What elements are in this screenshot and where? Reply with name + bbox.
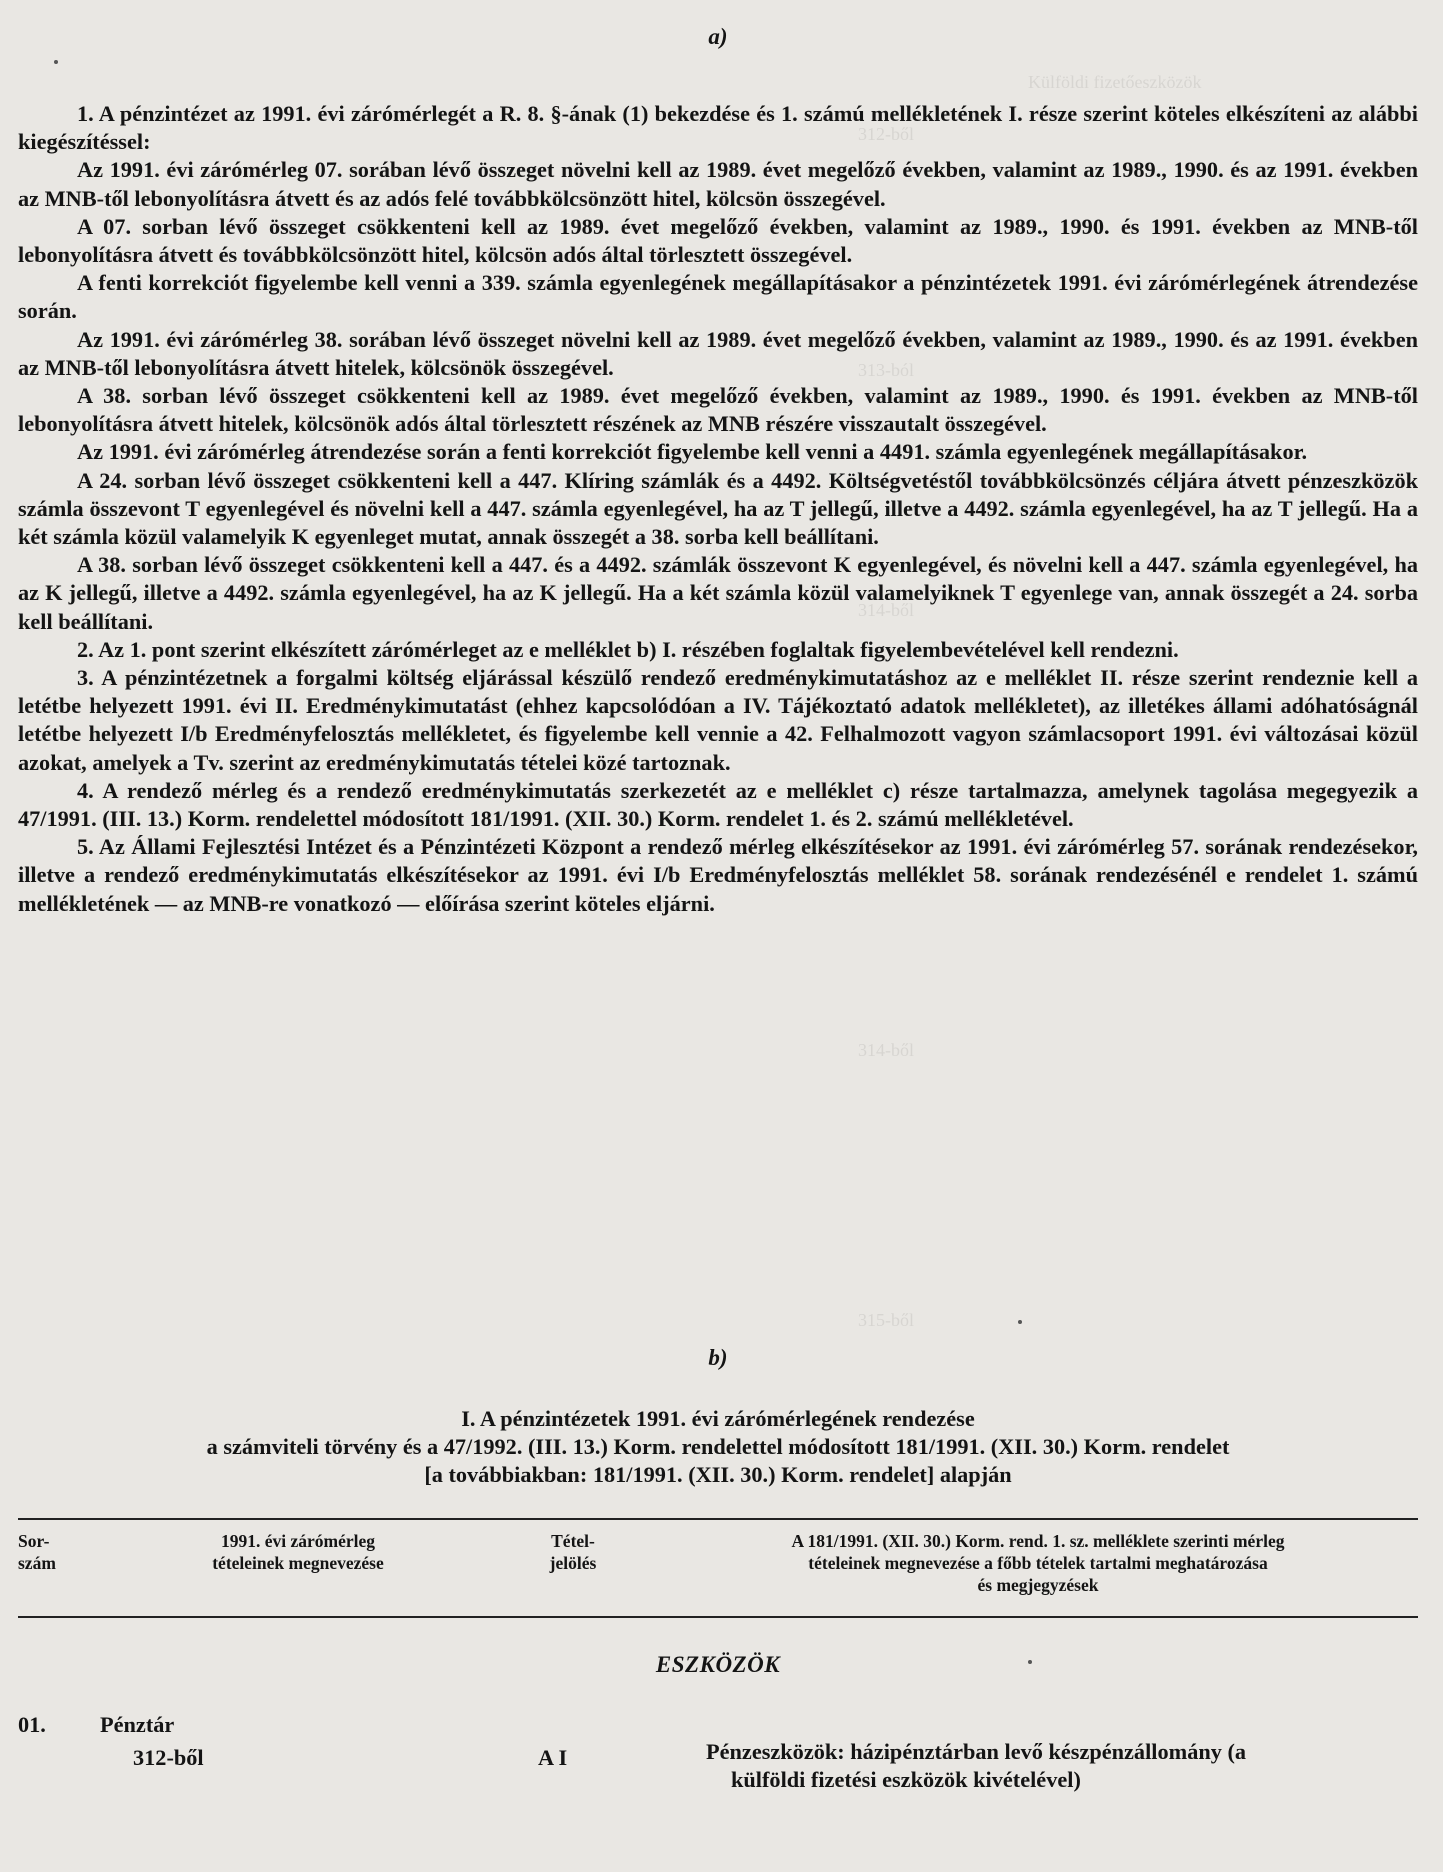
paragraph: 1. A pénzintézet az 1991. évi zárómérlegét a R. 8. §-ának (1) bekezdése és 1. számú mellékletének I. része szerint köteles elkészíteni az alábbi kiegészítéssel:	[18, 101, 1418, 155]
row-description	[706, 1738, 1418, 1794]
paragraph: 3. A pénzintézetnek a forgalmi költség eljárással készülő rendező eredménykimutatáshoz az e melléklet II. része szerint rendeznie kell a letétbe helyezett 1991. évi II. Eredménykimutatást (ehhez kapcsolódóan a IV. Tájékoztató adatok mellékletet), az illetékes állami adóhatóságnál letétbe helyezett I/b Eredményfelosztás mellékletet, és figyelembe kell vennie a 42. Felhalmozott vagyon számlacsoport 1991. évi változásai közül azokat, amelyek a Tv. szerint az eredménykimutatás tételei közé tartoznak.	[18, 665, 1418, 775]
paragraph: Az 1991. évi zárómérleg 07. sorában lévő összeget növelni kell az 1989. évet megelőző években, valamint az 1989., 1990. és az 1991. években az MNB-től lebonyolításra átvett és az adós felé továbbkölcsönzött hitel, kölcsön összegével.	[18, 157, 1418, 211]
header-text: Sor-	[18, 1531, 50, 1551]
paragraph: 4. A rendező mérleg és a rendező eredménykimutatás szerkezetét az e melléklet c) része tartalmazza, amelynek tagolása megegyezik a 47/1991. (III. 13.) Korm. rendelettel módosított 181/1991. (XII. 30.) Korm. rendelet 1. és 2. számú mellékletével.	[18, 777, 1418, 832]
show-through-text: 314-ből	[858, 1040, 914, 1060]
row-code: A I	[538, 1745, 568, 1770]
show-through-text: 312-ből	[858, 124, 914, 144]
paragraph: Az 1991. évi zárómérleg 38. sorában lévő összeget növelni kell az 1989. évet megelőző években, valamint az 1989., 1990. és az 1991. években az MNB-től lebonyolításra átvett hitelek, kölcsönök összegével.	[18, 326, 1418, 380]
row-name: Pénztár	[100, 1712, 175, 1737]
paragraph: A fenti korrekciót figyelembe kell venni a 339. számla egyenlegének megállapításakor a pénzintézetek 1991. évi zárómérlegének átrendezése során.	[18, 270, 1418, 324]
paragraph: A 38. sorban lévő összeget csökkenteni kell a 447. és a 4492. számlák összevont K egyenlegével, és növelni kell a 447. számla egyenlegével, ha az K jellegű, illetve a 4492. számla egyenlegével, ha az K jellegű. Ha a két számla közül valamelyiknek T egyenlege van, annak összegét a 24. sorba kell beállítani.	[18, 552, 1418, 634]
header-text: jelölés	[549, 1553, 597, 1573]
row-number: 01.	[18, 1712, 46, 1737]
paragraph: Az 1991. évi zárómérleg átrendezése során a fenti korrekciót figyelembe kell venni a 4491. számla egyenlegének megállapításakor.	[77, 439, 1308, 465]
section-a-label: a)	[708, 24, 728, 49]
header-description	[658, 1530, 1418, 1596]
section-b-title	[18, 1405, 1418, 1490]
section-b-label: b)	[708, 1345, 728, 1370]
header-text: tételeinek megnevezése a főbb tételek tartalmi meghatározása	[808, 1553, 1268, 1573]
show-through-text: 314-ből	[858, 600, 914, 620]
header-text: Tétel-	[551, 1531, 595, 1551]
paragraph: 2. Az 1. pont szerint elkészített zárómérleget az e melléklet b) I. részében foglaltak figyelembevételével kell rendezni.	[77, 636, 1179, 662]
header-text: és megjegyzések	[977, 1575, 1099, 1595]
section-a-body	[18, 100, 1418, 918]
title-line: [a továbbiakban: 181/1991. (XII. 30.) Korm. rendelet] alapján	[424, 1462, 1012, 1488]
paragraph: A 38. sorban lévő összeget csökkenteni kell az 1989. évet megelőző években, valamint az 1989., 1990. és 1991. években az MNB-től lebonyolításra átvett hitelek, kölcsönök adós által törlesztett részének az MNB részére visszautalt összegével.	[18, 383, 1418, 437]
paragraph: 5. Az Állami Fejlesztési Intézet és a Pénzintézeti Központ a rendező mérleg elkészítésekor az 1991. évi zárómérleg 57. sorának rendezésekor, illetve a rendező eredménykimutatás elkészítésekor az 1991. évi I/b Eredményfelosztás melléklet 58. sorának rendezésénél e rendelet 1. számú mellékletének — az MNB-re vonatkozó — előírása szerint köteles eljárni.	[18, 834, 1418, 916]
document-page	[18, 0, 1418, 1872]
assets-heading: ESZKÖZÖK	[655, 1652, 781, 1677]
show-through-text: 315-ből	[858, 1310, 914, 1330]
header-text: szám	[18, 1553, 56, 1573]
speck	[1018, 1320, 1022, 1324]
title-line: a számviteli törvény és a 47/1992. (III. 13.) Korm. rendelettel módosított 181/1991. (XII. 30.) Korm. rendelet	[206, 1434, 1230, 1460]
table-header-rule	[18, 1616, 1418, 1618]
description-line: Pénzeszközök: házipénztárban levő készpénzállomány (a	[706, 1739, 1247, 1764]
speck	[54, 60, 58, 64]
header-text: 1991. évi zárómérleg	[220, 1531, 376, 1551]
paragraph: A 24. sorban lévő összeget csökkenteni kell a 447. Klíring számlák és a 4492. Költségvetéstől továbbkölcsönzés céljára átvett pénzeszközök számla összevont T egyenlegével és növelni kell a 447. számla egyenlegével, ha az T jellegű, illetve a 4492. számla egyenlegével, ha az T jellegű. Ha a két számla közül valamelyik K egyenleget mutat, annak összegét a 38. sorba kell beállítani.	[18, 467, 1418, 550]
title-line: I. A pénzintézetek 1991. évi zárómérlegének rendezése	[461, 1406, 975, 1431]
header-row-number	[18, 1530, 56, 1574]
header-item-name	[183, 1530, 413, 1574]
header-text: A 181/1991. (XII. 30.) Korm. rend. 1. sz. melléklete szerinti mérleg	[791, 1531, 1285, 1551]
show-through-text: 313-ból	[858, 360, 914, 380]
description-line: külföldi fizetési eszközök kivételével)	[731, 1767, 1081, 1793]
header-text: tételeinek megnevezése	[212, 1553, 384, 1573]
header-item-code	[533, 1530, 613, 1574]
show-through-text: Külföldi fizetőeszközök	[1028, 72, 1202, 92]
row-account: 312-ből	[133, 1745, 204, 1770]
paragraph: A 07. sorban lévő összeget csökkenteni kell az 1989. évet megelőző években, valamint az 1989., 1990. és 1991. években az MNB-től lebonyolításra átvett és továbbkölcsönzött hitel, kölcsön adós által törlesztett összegével.	[18, 213, 1418, 268]
table-top-rule	[18, 1518, 1418, 1520]
